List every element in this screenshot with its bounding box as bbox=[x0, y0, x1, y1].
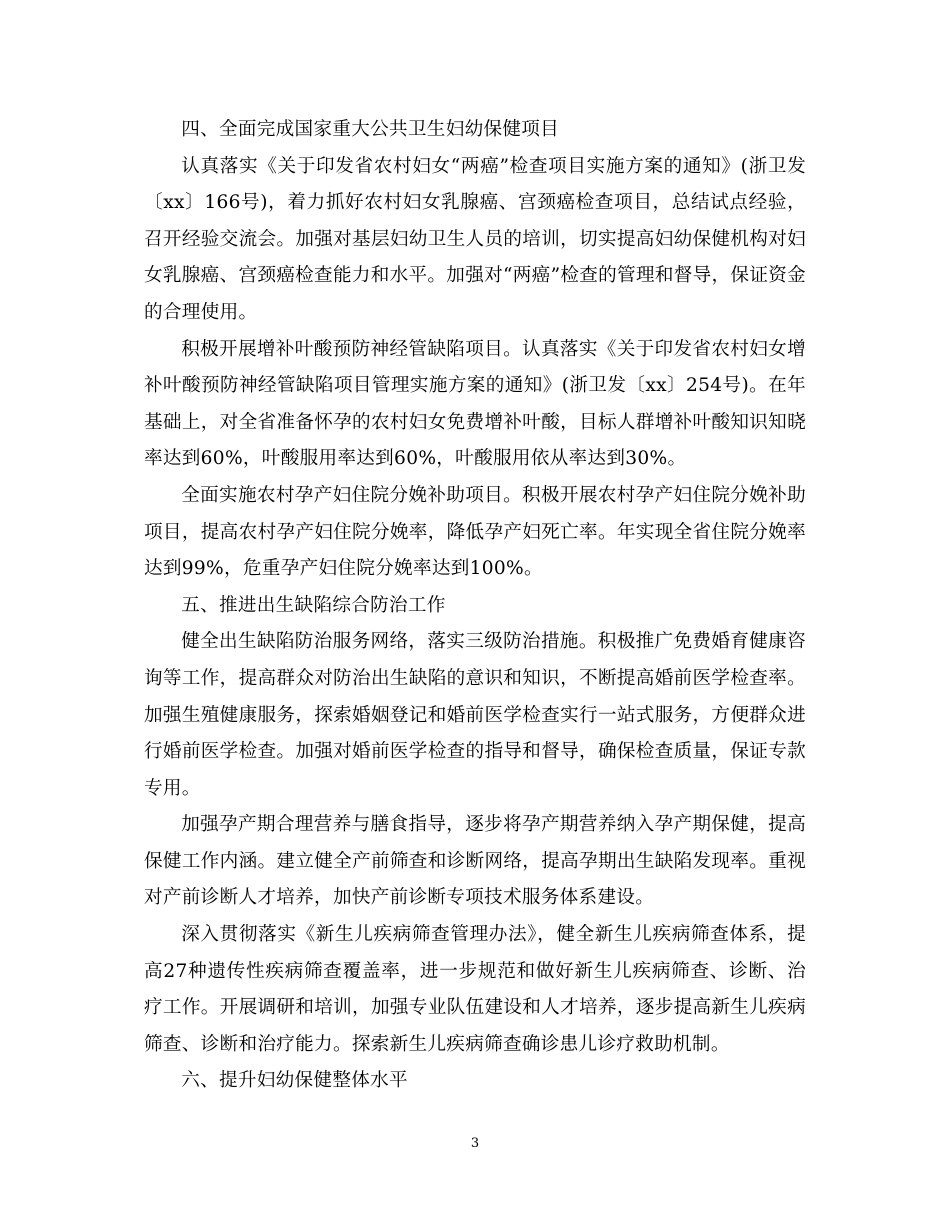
section-heading-five: 五、推进出生缺陷综合防治工作 bbox=[181, 594, 446, 616]
section-heading-six: 六、提升妇幼保健整体水平 bbox=[181, 1070, 408, 1092]
paragraph: 加强孕产期合理营养与膳食指导，逐步将孕产期营养纳入孕产期保健，提高保健工作内涵。建立健全产前筛查和诊断网络，提高孕期出生缺陷发现率。重视对产前诊断人才培养，加快产前诊断专项技术服务体系建设。 bbox=[144, 814, 806, 909]
paragraph: 全面实施农村孕产妇住院分娩补助项目。积极开展农村孕产妇住院分娩补助项目，提高农村孕产妇住院分娩率，降低孕产妇死亡率。年实现全省住院分娩率达到99%，危重孕产妇住院分娩率达到100%。 bbox=[144, 484, 806, 580]
page-number: 3 bbox=[470, 1136, 480, 1151]
section-heading-four: 四、全面完成国家重大公共卫生妇幼保健项目 bbox=[181, 119, 560, 140]
paragraph: 积极开展增补叶酸预防神经管缺陷项目。认真落实《关于印发省农村妇女增补叶酸预防神经管缺陷项目管理实施方案的通知》(浙卫发〔xx〕254号)。在年基础上，对全省准备怀孕的农村妇女免费增补叶酸，目标人群增补叶酸知识知晓率达到60%，叶酸服用率达到60%，叶酸服用依从率达到30%。 bbox=[144, 338, 806, 470]
document-body bbox=[144, 112, 806, 1100]
paragraph: 认真落实《关于印发省农村妇女“两癌”检查项目实施方案的通知》(浙卫发〔xx〕166号)，着力抓好农村妇女乳腺癌、宫颈癌检查项目，总结试点经验，召开经验交流会。加强对基层妇幼卫生人员的培训，切实提高妇幼保健机构对妇女乳腺癌、宫颈癌检查能力和水平。加强对“两癌”检查的管理和督导，保证资金的合理使用。 bbox=[144, 155, 806, 323]
paragraph: 健全出生缺陷防治服务网络，落实三级防治措施。积极推广免费婚育健康咨询等工作，提高群众对防治出生缺陷的意识和知识，不断提高婚前医学检查率。加强生殖健康服务，探索婚姻登记和婚前医学检查实行一站式服务，方便群众进行婚前医学检查。加强对婚前医学检查的指导和督导，确保检查质量，保证专款专用。 bbox=[144, 631, 806, 799]
paragraph: 深入贯彻落实《新生儿疾病筛查管理办法》，健全新生儿疾病筛查体系，提高27种遗传性疾病筛查覆盖率，进一步规范和做好新生儿疾病筛查、诊断、治疗工作。开展调研和培训，加强专业队伍建设和人才培养，逐步提高新生儿疾病筛查、诊断和治疗能力。探索新生儿疾病筛查确诊患儿诊疗救助机制。 bbox=[144, 924, 806, 1055]
